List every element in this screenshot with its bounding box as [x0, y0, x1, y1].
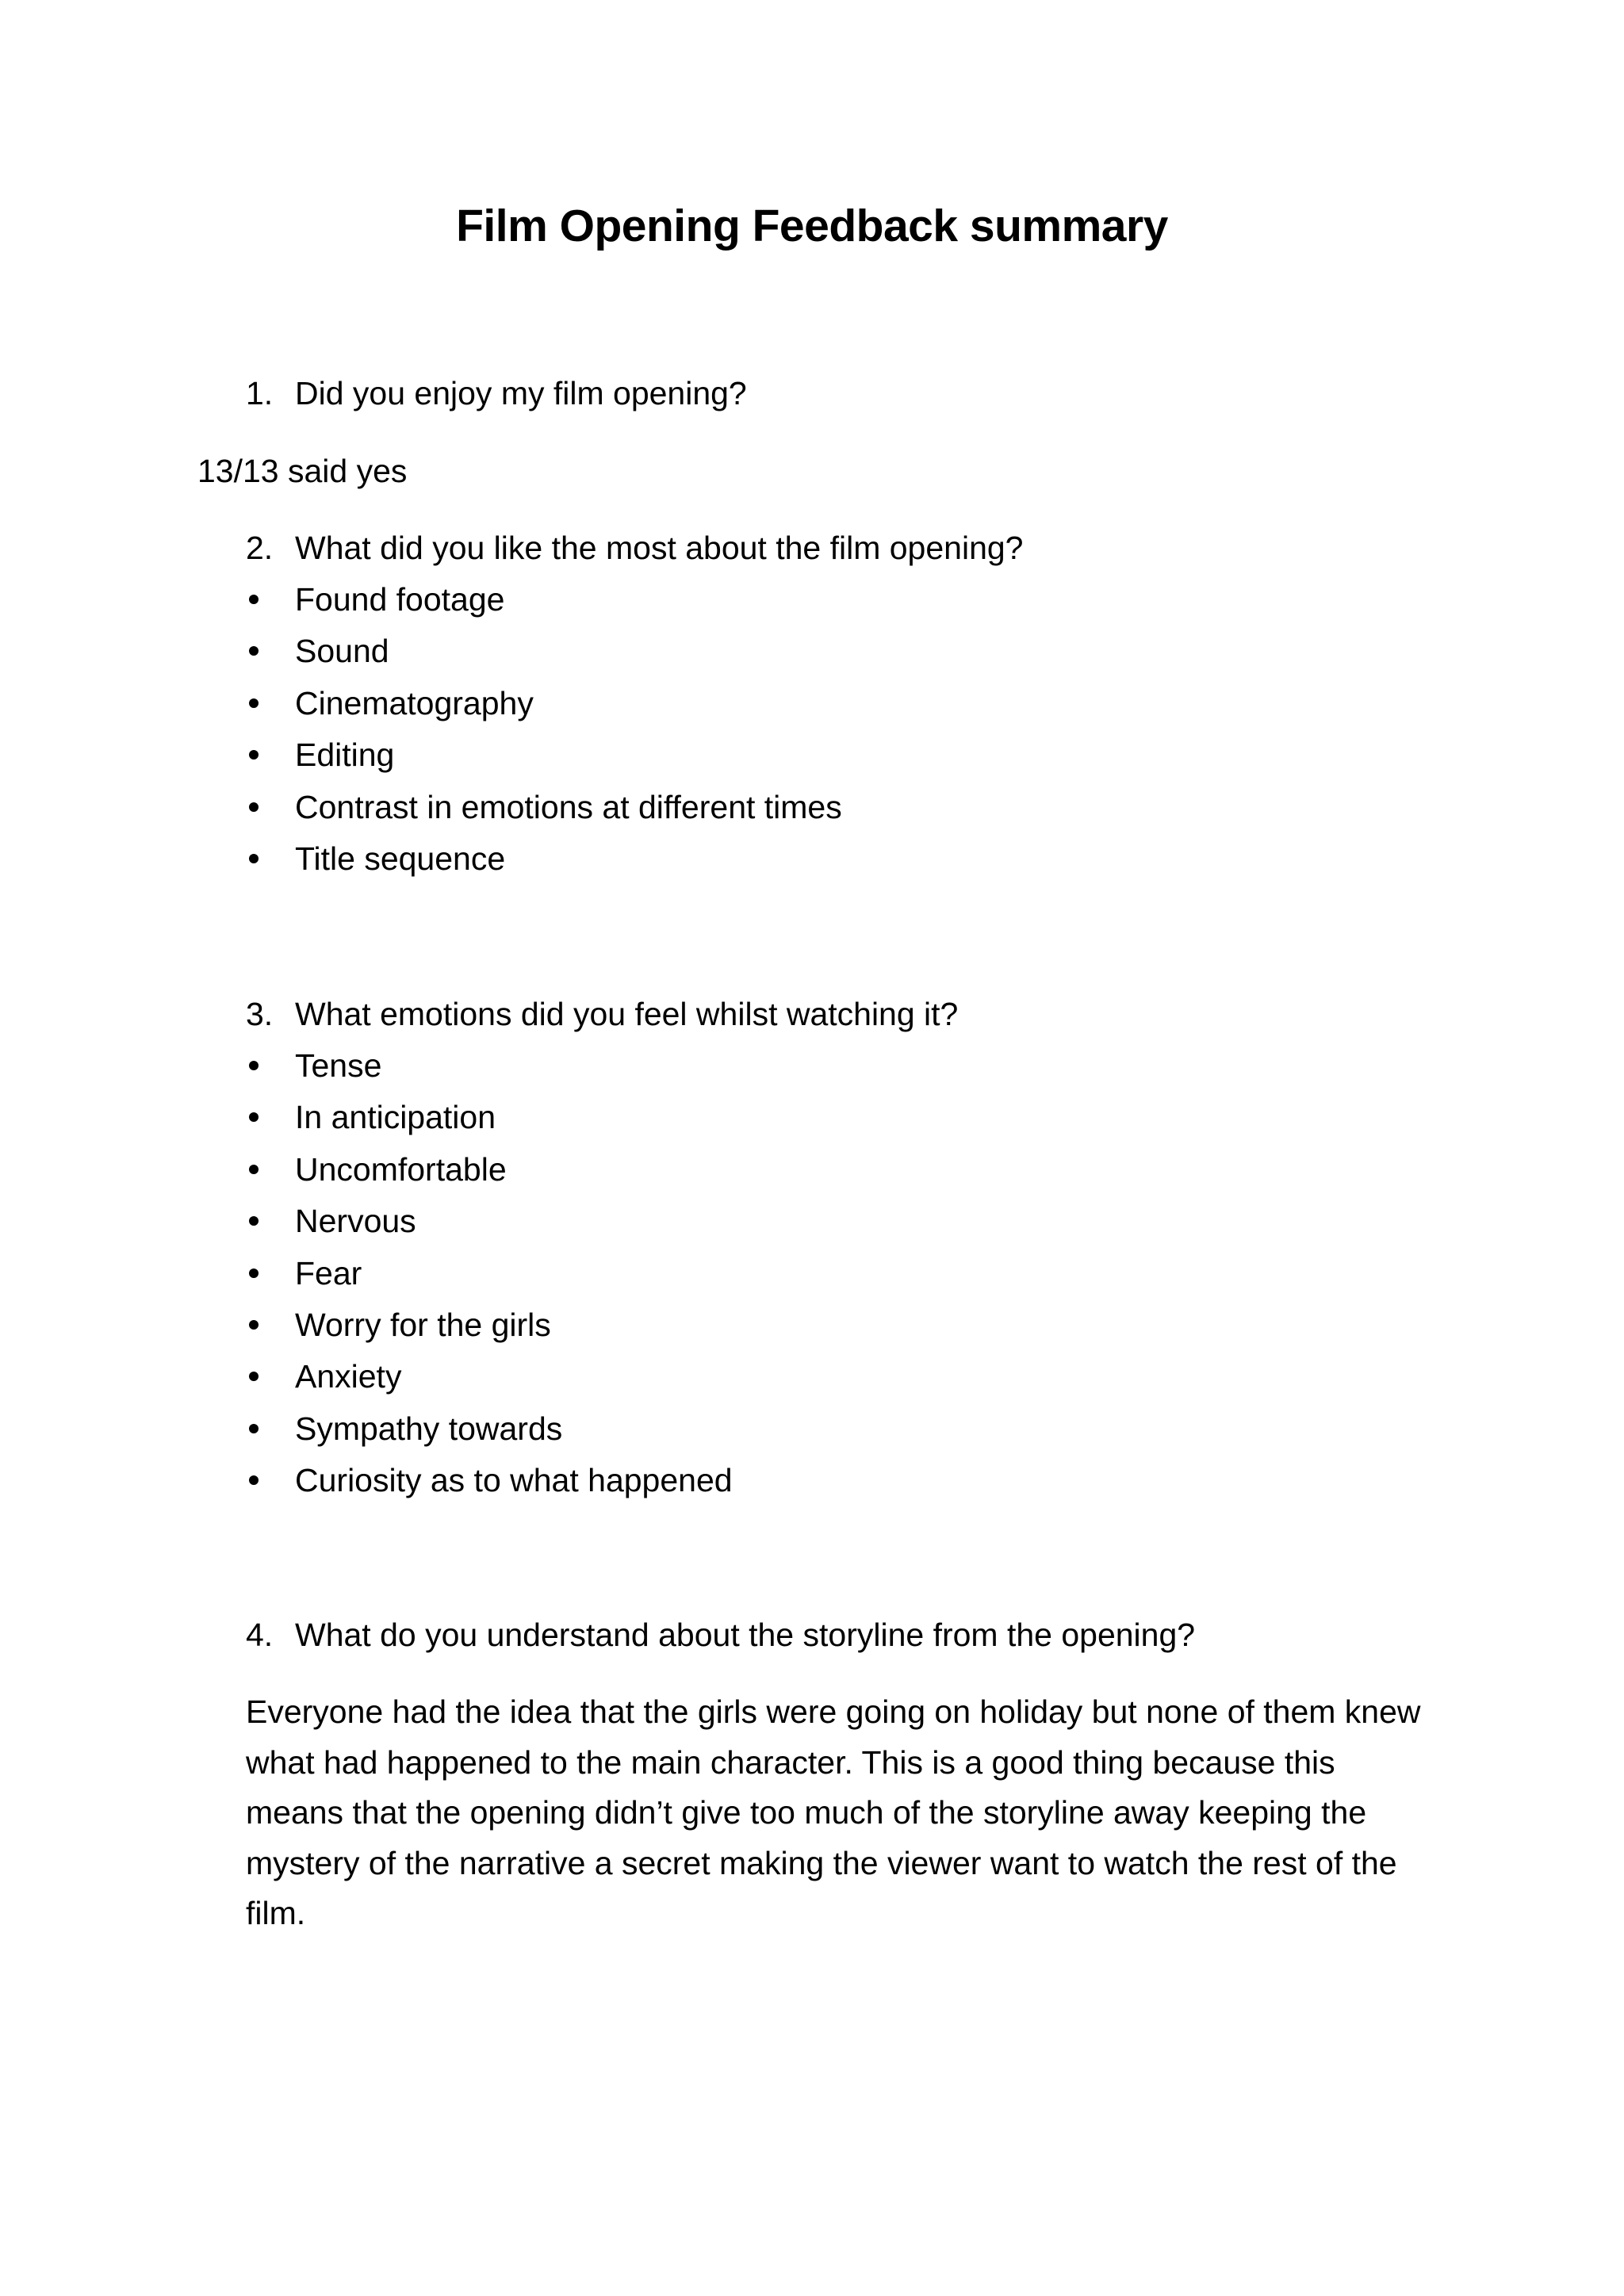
- question-1: [246, 373, 747, 413]
- bullet-icon: [249, 1061, 259, 1070]
- list-item-text: Cinematography: [295, 684, 534, 721]
- bullet-icon: [249, 750, 259, 760]
- list-item: [246, 1253, 733, 1305]
- question-1-answer: 13/13 said yes: [197, 453, 408, 489]
- question-4-answer-paragraph: Everyone had the idea that the girls were going on holiday but none of them knew what had happened to the main character. This is a good thing because this means that the opening didn’t give too much of the storyline away keeping the mystery of the narrative a secret making the viewer want to watch the rest of the film.: [246, 1693, 1421, 1931]
- list-item-text: In anticipation: [295, 1099, 496, 1136]
- question-3: [246, 994, 958, 1034]
- list-item-text: Title sequence: [295, 840, 506, 877]
- list-item: [246, 1046, 733, 1097]
- list-item-text: Worry for the girls: [295, 1306, 551, 1343]
- bullet-icon: [249, 854, 259, 863]
- bullet-icon: [249, 1372, 259, 1381]
- bullet-icon: [249, 802, 259, 812]
- list-item-text: Tense: [295, 1047, 382, 1084]
- list-item: [246, 580, 842, 631]
- bullet-icon: [249, 1165, 259, 1174]
- question-2: [246, 528, 1023, 568]
- list-item: [246, 631, 842, 683]
- question-4: [246, 1615, 1195, 1655]
- question-2-answer-list: [246, 580, 842, 890]
- list-item: [246, 1460, 733, 1512]
- bullet-icon: [249, 1475, 259, 1485]
- list-item-text: Sympathy towards: [295, 1410, 563, 1447]
- list-item-text: Uncomfortable: [295, 1150, 507, 1188]
- question-text: What did you like the most about the film opening?: [295, 530, 1024, 566]
- question-3-answer-list: [246, 1046, 733, 1513]
- list-item-text: Fear: [295, 1254, 362, 1292]
- list-item-text: Anxiety: [295, 1358, 402, 1395]
- bullet-icon: [249, 698, 259, 708]
- list-item-text: Sound: [295, 633, 389, 670]
- list-item: [246, 1201, 733, 1253]
- list-item: [246, 683, 842, 735]
- list-item-text: Curiosity as to what happened: [295, 1462, 733, 1499]
- question-number: 4.: [246, 1617, 274, 1653]
- question-number: 1.: [246, 375, 274, 411]
- list-item-text: Nervous: [295, 1203, 416, 1240]
- page-title: Film Opening Feedback summary: [456, 201, 1168, 251]
- bullet-icon: [249, 1216, 259, 1226]
- list-item: [246, 1357, 733, 1408]
- list-item: [246, 1097, 733, 1149]
- list-item: [246, 787, 842, 839]
- list-item: [246, 839, 842, 890]
- question-number: 3.: [246, 996, 274, 1032]
- question-text: Did you enjoy my film opening?: [295, 375, 747, 411]
- list-item-text: Found footage: [295, 581, 505, 618]
- bullet-icon: [249, 595, 259, 604]
- list-item-text: Contrast in emotions at different times: [295, 788, 842, 825]
- bullet-icon: [249, 1269, 259, 1278]
- question-text: What do you understand about the storyline from the opening?: [295, 1617, 1196, 1653]
- bullet-icon: [249, 1320, 259, 1330]
- bullet-icon: [249, 1424, 259, 1433]
- bullet-icon: [249, 646, 259, 656]
- list-item: [246, 1305, 733, 1357]
- question-number: 2.: [246, 530, 274, 566]
- list-item: [246, 1409, 733, 1460]
- list-item-text: Editing: [295, 737, 395, 774]
- bullet-icon: [249, 1112, 259, 1122]
- list-item: [246, 1150, 733, 1201]
- list-item: [246, 735, 842, 786]
- question-text: What emotions did you feel whilst watching it?: [295, 996, 959, 1032]
